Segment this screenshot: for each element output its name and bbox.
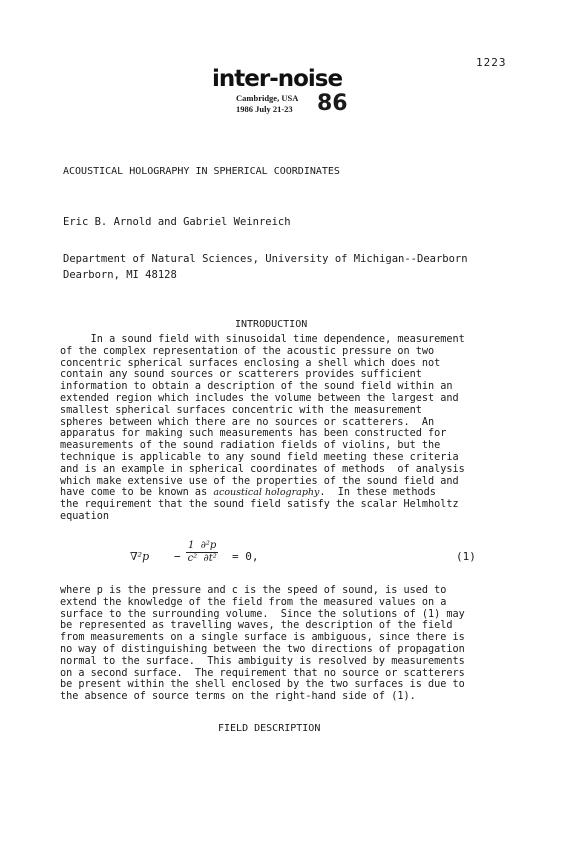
logo-dates: 1986 July 21-23 xyxy=(236,104,293,114)
text-line: spheres between which there are no sources or scatterers. An xyxy=(60,416,435,428)
paper-authors: Eric B. Arnold and Gabriel Weinreich xyxy=(63,216,291,228)
text-line: In a sound field with sinusoidal time dependence, measurement xyxy=(60,334,465,345)
text-line: be represented as travelling waves, the description of the field xyxy=(60,620,453,632)
equation-lhs: ∇²p xyxy=(130,550,150,563)
equation-minus: − xyxy=(174,550,181,563)
equation-number: (1) xyxy=(456,550,476,563)
equation-fraction xyxy=(186,540,218,565)
helmholtz-equation xyxy=(130,538,480,582)
paper-title: ACOUSTICAL HOLOGRAPHY IN SPHERICAL COORDINATES xyxy=(63,166,340,177)
affiliation-line-1: Department of Natural Sciences, University of Michigan--Dearborn xyxy=(63,253,468,265)
logo-year: 86 xyxy=(317,91,348,116)
introduction-heading: INTRODUCTION xyxy=(235,319,308,330)
text-line: of the complex representation of the acoustic pressure on two xyxy=(60,345,435,357)
text-line: normal to the surface. This ambiguity is resolved by measurements xyxy=(60,655,465,667)
emphasized-term: acoustical holography xyxy=(213,487,320,499)
logo-city: Cambridge, USA xyxy=(236,93,299,103)
text-line: apparatus for making such measurements has been constructed for xyxy=(60,428,447,440)
equation-rhs: = 0, xyxy=(232,550,259,563)
text-line: from measurements on a single surface is ambiguous, since there is xyxy=(60,632,465,644)
author-affiliation xyxy=(63,251,468,283)
text-line: on a second surface. The requirement that no source or scatterers xyxy=(60,667,465,679)
text-line: smallest spherical surfaces concentric with the measurement xyxy=(60,404,422,416)
text-line: measurements of the sound radiation fields of violins, but the xyxy=(60,440,441,452)
text-line: technique is applicable to any sound field meeting these criteria xyxy=(60,451,459,463)
page-number: 1223 xyxy=(476,56,507,69)
fraction-denominator: c² ∂t² xyxy=(187,553,217,564)
text-fragment: have come to be known as xyxy=(60,487,214,499)
text-line: be present within the shell enclosed by the two surfaces is due to xyxy=(60,679,465,691)
field-description-heading: FIELD DESCRIPTION xyxy=(218,723,321,734)
text-line: equation xyxy=(60,510,110,522)
text-line: extend the knowledge of the field from the measured values on a xyxy=(60,596,447,608)
introduction-paragraph-2 xyxy=(60,585,500,703)
text-fragment: . In these methods xyxy=(319,487,436,499)
text-line: the absence of source terms on the right-hand side of (1). xyxy=(60,691,416,703)
text-line: information to obtain a description of the sound field within an xyxy=(60,381,453,393)
text-line: which make extensive use of the properties of the sound field and xyxy=(60,475,459,487)
text-line: extended region which includes the volume between the largest and xyxy=(60,392,459,404)
text-line: where p is the pressure and c is the speed of sound, is used to xyxy=(60,585,447,596)
fraction-numerator: 1 ∂²p xyxy=(188,540,217,551)
text-line: surface to the surrounding volume. Since the solutions of (1) may xyxy=(60,608,465,620)
text-line xyxy=(60,487,500,499)
conference-logo xyxy=(212,66,362,120)
introduction-paragraph-1 xyxy=(60,334,500,523)
text-line: the requirement that the sound field satisfy the scalar Helmholtz xyxy=(60,499,459,511)
logo-wordmark: inter-noise xyxy=(212,66,343,92)
text-line: contain any sound sources or scatterers provides sufficient xyxy=(60,369,422,381)
text-line: no way of distinguishing between the two directions of propagation xyxy=(60,643,465,655)
text-line: and is an example in spherical coordinates of methods of analysis xyxy=(60,463,465,475)
text-line: concentric spherical surfaces enclosing a shell which does not xyxy=(60,357,441,369)
affiliation-line-2: Dearborn, MI 48128 xyxy=(63,269,177,281)
